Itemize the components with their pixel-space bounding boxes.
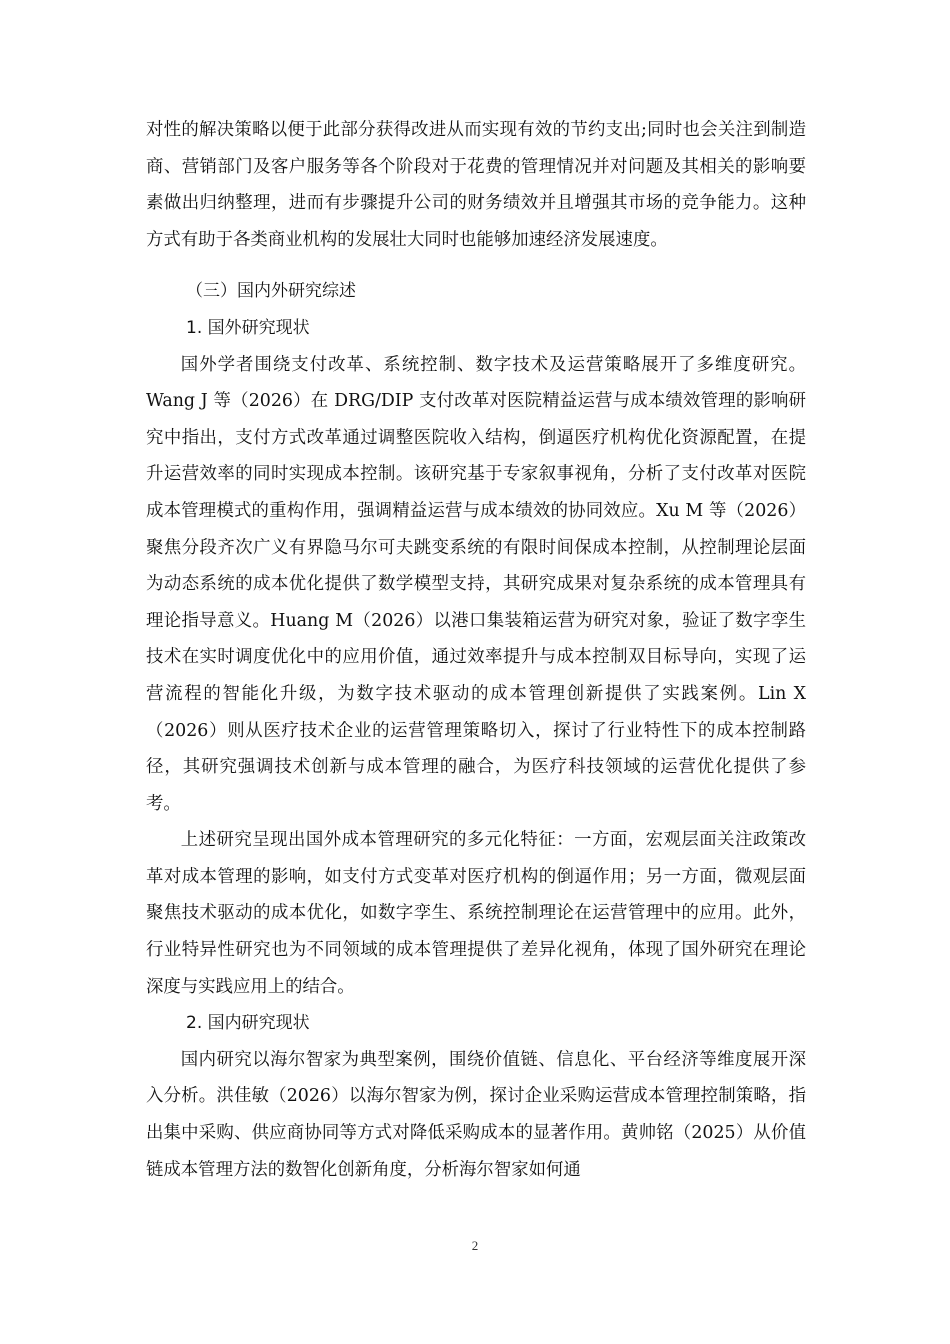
paragraph-domestic-research: 国内研究以海尔智家为典型案例，围绕价值链、信息化、平台经济等维度展开深入分析。洪佳敏（2026）以海尔智家为例，探讨企业采购运营成本管理控制策略，指出集中采购、供应商协同等方式对降低采购成本的显著作用。黄帅铭（2025）从价值链成本管理方法的数智化创新角度，分析海尔智家如何通	[146, 1049, 806, 1180]
page-number: 2	[471, 1238, 479, 1253]
paragraph-foreign-research: 国外学者围绕支付改革、系统控制、数字技术及运营策略展开了多维度研究。Wang J 等（2026）在 DRG/DIP 支付改革对医院精益运营与成本绩效管理的影响研究中指出，支付方式改革通过调整医院收入结构，倒逼医疗机构优化资源配置，在提升运营效率的同时实现成本控制。该研究基于专家叙事视角，分析了支付改革对医院成本管理模式的重构作用，强调精益运营与成本绩效的协同效应。Xu M 等（2026）聚焦分段齐次广义有界隐马尔可夫跳变系统的有限时间保成本控制，从控制理论层面为动态系统的成本优化提供了数学模型支持，其研究成果对复杂系统的成本管理具有理论指导意义。Huang M（2026）以港口集装箱运营为研究对象，验证了数字孪生技术在实时调度优化中的应用价值，通过效率提升与成本控制双目标导向，实现了运营流程的智能化升级，为数字技术驱动的成本管理创新提供了实践案例。Lin X（2026）则从医疗技术企业的运营管理策略切入，探讨了行业特性下的成本控制路径，其研究强调技术创新与成本管理的融合，为医疗科技领域的运营优化提供了参考。	[146, 354, 806, 814]
section-heading-literature-review: （三）国内外研究综述	[186, 281, 356, 302]
subheading-domestic-research: 2. 国内研究现状	[186, 1013, 310, 1034]
paragraph-continuation: 对性的解决策略以便于此部分获得改进从而实现有效的节约支出;同时也会关注到制造商、营销部门及客户服务等各个阶段对于花费的管理情况并对问题及其相关的影响要素做出归纳整理，进而有步骤提升公司的财务绩效并且增强其市场的竞争能力。这种方式有助于各类商业机构的发展壮大同时也能够加速经济发展速度。	[146, 120, 806, 250]
document-body	[146, 112, 806, 1188]
paragraph-foreign-summary: 上述研究呈现出国外成本管理研究的多元化特征：一方面，宏观层面关注政策改革对成本管理的影响，如支付方式变革对医疗机构的倒逼作用；另一方面，微观层面聚焦技术驱动的成本优化，如数字孪生、系统控制理论在运营管理中的应用。此外，行业特异性研究也为不同领域的成本管理提供了差异化视角，体现了国外研究在理论深度与实践应用上的结合。	[146, 830, 806, 997]
subheading-foreign-research: 1. 国外研究现状	[186, 317, 310, 338]
